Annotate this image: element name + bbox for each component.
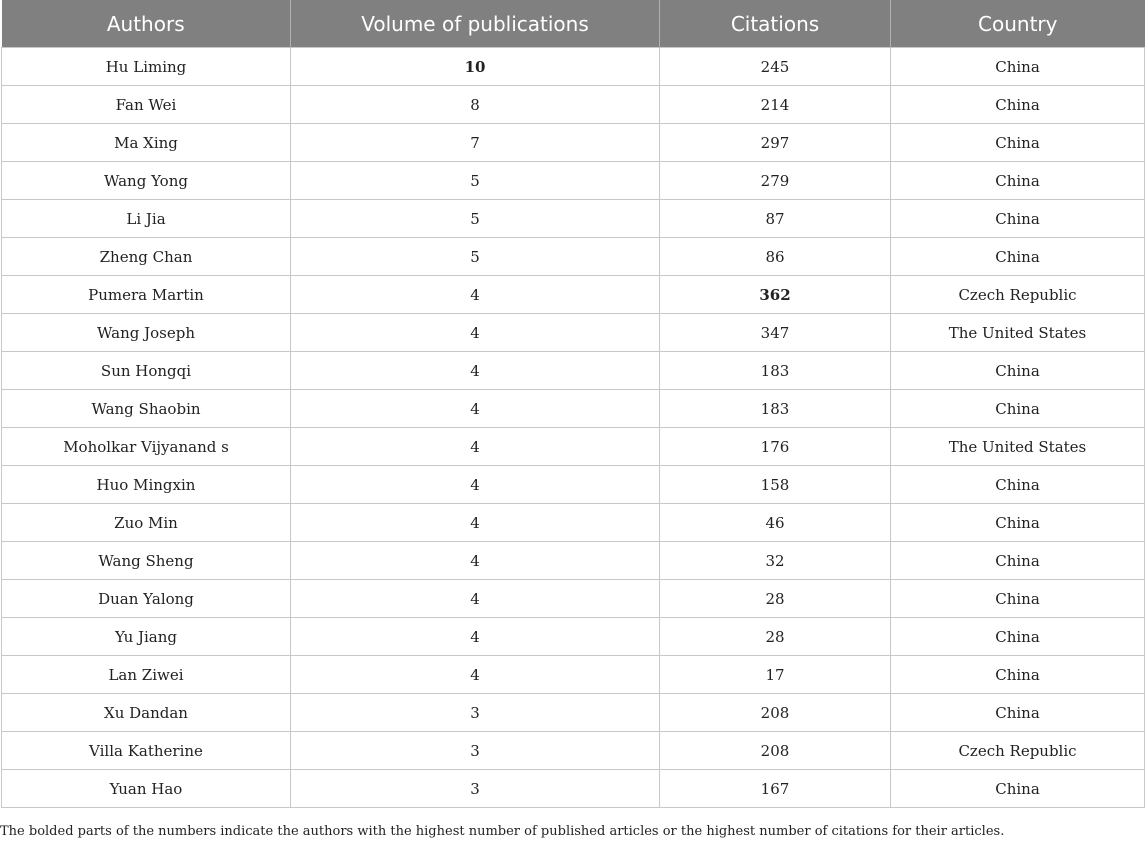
table-body bbox=[2, 48, 1145, 808]
cell-author: Wang Yong bbox=[2, 162, 291, 200]
header-country: Country bbox=[891, 0, 1145, 48]
cell-citations: 167 bbox=[660, 770, 891, 808]
authors-table-container bbox=[1, 0, 1144, 808]
cell-author: Ma Xing bbox=[2, 124, 291, 162]
cell-author: Wang Sheng bbox=[2, 542, 291, 580]
cell-citations: 208 bbox=[660, 732, 891, 770]
cell-volume: 3 bbox=[291, 770, 660, 808]
header-volume-of-publications: Volume of publications bbox=[291, 0, 660, 48]
cell-volume: 7 bbox=[291, 124, 660, 162]
table-row bbox=[2, 542, 1145, 580]
cell-author: Wang Shaobin bbox=[2, 390, 291, 428]
cell-volume: 4 bbox=[291, 390, 660, 428]
cell-country: China bbox=[891, 162, 1145, 200]
cell-volume: 8 bbox=[291, 86, 660, 124]
cell-volume: 5 bbox=[291, 162, 660, 200]
header-citations: Citations bbox=[660, 0, 891, 48]
cell-citations: 245 bbox=[660, 48, 891, 86]
cell-country: China bbox=[891, 200, 1145, 238]
cell-volume: 4 bbox=[291, 466, 660, 504]
cell-country: China bbox=[891, 542, 1145, 580]
cell-country: China bbox=[891, 656, 1145, 694]
cell-country: China bbox=[891, 86, 1145, 124]
cell-volume: 4 bbox=[291, 352, 660, 390]
table-row bbox=[2, 162, 1145, 200]
cell-country: China bbox=[891, 618, 1145, 656]
cell-citations: 176 bbox=[660, 428, 891, 466]
cell-author: Yu Jiang bbox=[2, 618, 291, 656]
cell-citations: 279 bbox=[660, 162, 891, 200]
table-row bbox=[2, 770, 1145, 808]
cell-author: Moholkar Vijyanand s bbox=[2, 428, 291, 466]
cell-citations: 183 bbox=[660, 390, 891, 428]
cell-author: Huo Mingxin bbox=[2, 466, 291, 504]
cell-author: Yuan Hao bbox=[2, 770, 291, 808]
cell-country: China bbox=[891, 466, 1145, 504]
cell-volume: 10 bbox=[291, 48, 660, 86]
cell-citations: 214 bbox=[660, 86, 891, 124]
cell-citations: 183 bbox=[660, 352, 891, 390]
cell-volume: 5 bbox=[291, 200, 660, 238]
table-row bbox=[2, 428, 1145, 466]
cell-citations: 46 bbox=[660, 504, 891, 542]
cell-author: Duan Yalong bbox=[2, 580, 291, 618]
table-row bbox=[2, 200, 1145, 238]
cell-citations: 158 bbox=[660, 466, 891, 504]
table-row bbox=[2, 732, 1145, 770]
table-row bbox=[2, 352, 1145, 390]
header-authors: Authors bbox=[2, 0, 291, 48]
cell-citations: 28 bbox=[660, 618, 891, 656]
cell-volume: 4 bbox=[291, 656, 660, 694]
cell-author: Wang Joseph bbox=[2, 314, 291, 352]
cell-citations: 208 bbox=[660, 694, 891, 732]
cell-citations: 87 bbox=[660, 200, 891, 238]
cell-volume: 4 bbox=[291, 314, 660, 352]
table-row bbox=[2, 238, 1145, 276]
table-footnote: The bolded parts of the numbers indicate the authors with the highest number of published articles or the highest number of citations for their articles. bbox=[0, 824, 1005, 839]
cell-author: Villa Katherine bbox=[2, 732, 291, 770]
cell-country: The United States bbox=[891, 314, 1145, 352]
table-row bbox=[2, 466, 1145, 504]
cell-author: Hu Liming bbox=[2, 48, 291, 86]
table-row bbox=[2, 694, 1145, 732]
table-row bbox=[2, 314, 1145, 352]
table-row bbox=[2, 618, 1145, 656]
table-row bbox=[2, 276, 1145, 314]
cell-volume: 4 bbox=[291, 580, 660, 618]
table-row bbox=[2, 390, 1145, 428]
cell-author: Lan Ziwei bbox=[2, 656, 291, 694]
cell-country: China bbox=[891, 694, 1145, 732]
cell-country: Czech Republic bbox=[891, 732, 1145, 770]
cell-citations: 362 bbox=[660, 276, 891, 314]
cell-citations: 32 bbox=[660, 542, 891, 580]
table-row bbox=[2, 86, 1145, 124]
cell-author: Li Jia bbox=[2, 200, 291, 238]
cell-country: China bbox=[891, 238, 1145, 276]
cell-author: Zheng Chan bbox=[2, 238, 291, 276]
cell-volume: 3 bbox=[291, 732, 660, 770]
cell-citations: 347 bbox=[660, 314, 891, 352]
cell-country: China bbox=[891, 504, 1145, 542]
table-row bbox=[2, 124, 1145, 162]
cell-author: Zuo Min bbox=[2, 504, 291, 542]
cell-volume: 4 bbox=[291, 276, 660, 314]
cell-volume: 4 bbox=[291, 618, 660, 656]
table-header bbox=[2, 0, 1145, 48]
cell-country: China bbox=[891, 580, 1145, 618]
cell-country: China bbox=[891, 770, 1145, 808]
cell-citations: 17 bbox=[660, 656, 891, 694]
cell-citations: 297 bbox=[660, 124, 891, 162]
cell-author: Pumera Martin bbox=[2, 276, 291, 314]
cell-citations: 28 bbox=[660, 580, 891, 618]
cell-citations: 86 bbox=[660, 238, 891, 276]
table-row bbox=[2, 504, 1145, 542]
cell-author: Sun Hongqi bbox=[2, 352, 291, 390]
cell-author: Fan Wei bbox=[2, 86, 291, 124]
header-row bbox=[2, 0, 1145, 48]
table-row bbox=[2, 580, 1145, 618]
cell-volume: 4 bbox=[291, 542, 660, 580]
cell-volume: 4 bbox=[291, 428, 660, 466]
cell-volume: 3 bbox=[291, 694, 660, 732]
cell-country: China bbox=[891, 124, 1145, 162]
table-row bbox=[2, 48, 1145, 86]
cell-country: Czech Republic bbox=[891, 276, 1145, 314]
cell-country: China bbox=[891, 390, 1145, 428]
cell-author: Xu Dandan bbox=[2, 694, 291, 732]
cell-volume: 4 bbox=[291, 504, 660, 542]
cell-country: The United States bbox=[891, 428, 1145, 466]
table-row bbox=[2, 656, 1145, 694]
cell-country: China bbox=[891, 352, 1145, 390]
authors-table bbox=[1, 0, 1145, 808]
cell-volume: 5 bbox=[291, 238, 660, 276]
cell-country: China bbox=[891, 48, 1145, 86]
